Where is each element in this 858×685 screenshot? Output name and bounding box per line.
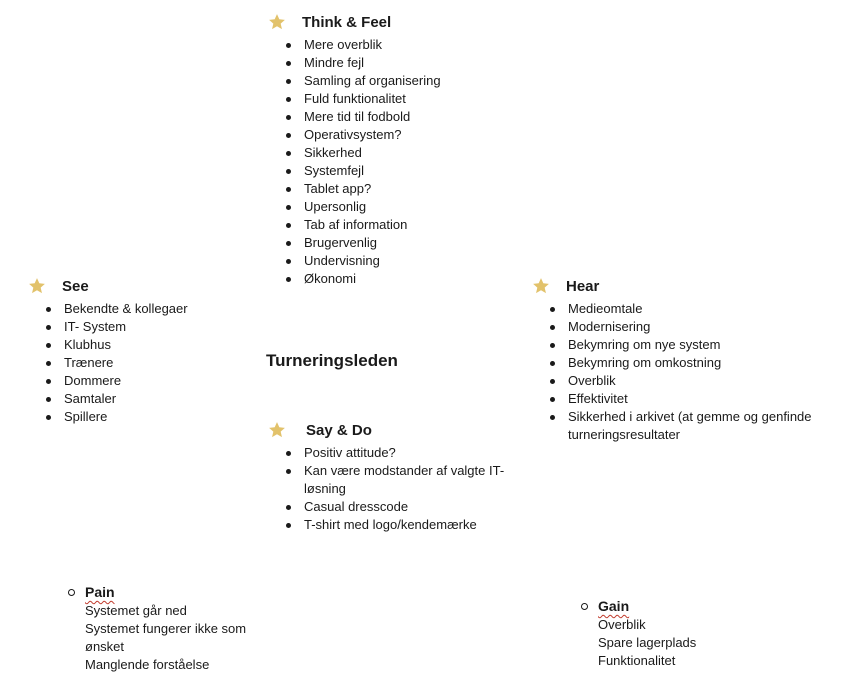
- persona-title: Turneringsleden: [266, 351, 398, 370]
- see-header: [28, 275, 188, 297]
- hear-header: [532, 275, 812, 297]
- list-item: Samling af organisering: [268, 72, 441, 90]
- gain-header: [581, 596, 696, 616]
- pain-line: Systemet fungerer ikke som: [85, 621, 247, 636]
- pain-header: [68, 582, 246, 602]
- pain-line: Systemet går ned: [85, 603, 187, 618]
- pain-lines: [85, 602, 246, 674]
- see-section: [28, 275, 188, 426]
- say-do-title: Say & Do: [306, 421, 372, 439]
- say-do-list: [268, 444, 504, 534]
- list-item: Bekymring om omkostning: [532, 354, 812, 372]
- list-item: Økonomi: [268, 270, 441, 288]
- think-feel-section: [268, 11, 441, 288]
- list-item: IT- System: [28, 318, 188, 336]
- list-item: Dommere: [28, 372, 188, 390]
- hear-list: [532, 300, 812, 444]
- list-item: Sikkerhed i arkivet (at gemme og genfinde: [532, 408, 812, 426]
- list-continuation: turneringsresultater: [568, 427, 680, 442]
- list-item: Bekymring om nye system: [532, 336, 812, 354]
- list-item: T-shirt med logo/kendemærke: [268, 516, 504, 534]
- circle-bullet-icon: [581, 603, 588, 610]
- gain-line: Overblik: [598, 617, 646, 632]
- list-item: Overblik: [532, 372, 812, 390]
- think-feel-list: [268, 36, 441, 288]
- list-item: Positiv attitude?: [268, 444, 504, 462]
- hear-title: Hear: [566, 277, 600, 295]
- gain-lines: [598, 616, 696, 670]
- pain-section: [68, 582, 246, 674]
- say-do-section: [268, 419, 504, 534]
- list-item: Tablet app?: [268, 180, 441, 198]
- gain-line: Spare lagerplads: [598, 635, 697, 650]
- list-item: Mere tid til fodbold: [268, 108, 441, 126]
- list-item: Kan være modstander af valgte IT-: [268, 462, 504, 480]
- list-item: Spillere: [28, 408, 188, 426]
- list-item: Mere overblik: [268, 36, 441, 54]
- list-item: Effektivitet: [532, 390, 812, 408]
- think-feel-header: [268, 11, 441, 33]
- list-item: Klubhus: [28, 336, 188, 354]
- list-item: Brugervenlig: [268, 234, 441, 252]
- star-icon: [268, 421, 286, 439]
- star-icon: [268, 13, 286, 31]
- list-item: Samtaler: [28, 390, 188, 408]
- list-item: Bekendte & kollegaer: [28, 300, 188, 318]
- list-continuation: løsning: [304, 481, 346, 496]
- list-item: Sikkerhed: [268, 144, 441, 162]
- star-icon: [532, 277, 550, 295]
- list-item: Casual dresscode: [268, 498, 504, 516]
- star-icon: [28, 277, 46, 295]
- see-title: See: [62, 277, 89, 295]
- list-item: Medieomtale: [532, 300, 812, 318]
- list-item: Operativsystem?: [268, 126, 441, 144]
- list-item: Modernisering: [532, 318, 812, 336]
- list-item: Fuld funktionalitet: [268, 90, 441, 108]
- say-do-header: [268, 419, 504, 441]
- circle-bullet-icon: [68, 589, 75, 596]
- list-item: Tab af information: [268, 216, 441, 234]
- list-item: Systemfejl: [268, 162, 441, 180]
- gain-line: Funktionalitet: [598, 653, 676, 668]
- list-item: Upersonlig: [268, 198, 441, 216]
- list-item: Trænere: [28, 354, 188, 372]
- gain-section: [581, 596, 696, 670]
- pain-line: ønsket: [85, 639, 125, 654]
- list-item: Undervisning: [268, 252, 441, 270]
- pain-line: Manglende forståelse: [85, 657, 210, 672]
- list-item: Mindre fejl: [268, 54, 441, 72]
- gain-title: Gain: [598, 598, 630, 614]
- think-feel-title: Think & Feel: [302, 13, 392, 31]
- see-list: [28, 300, 188, 426]
- hear-section: [532, 275, 812, 444]
- pain-title: Pain: [85, 584, 115, 600]
